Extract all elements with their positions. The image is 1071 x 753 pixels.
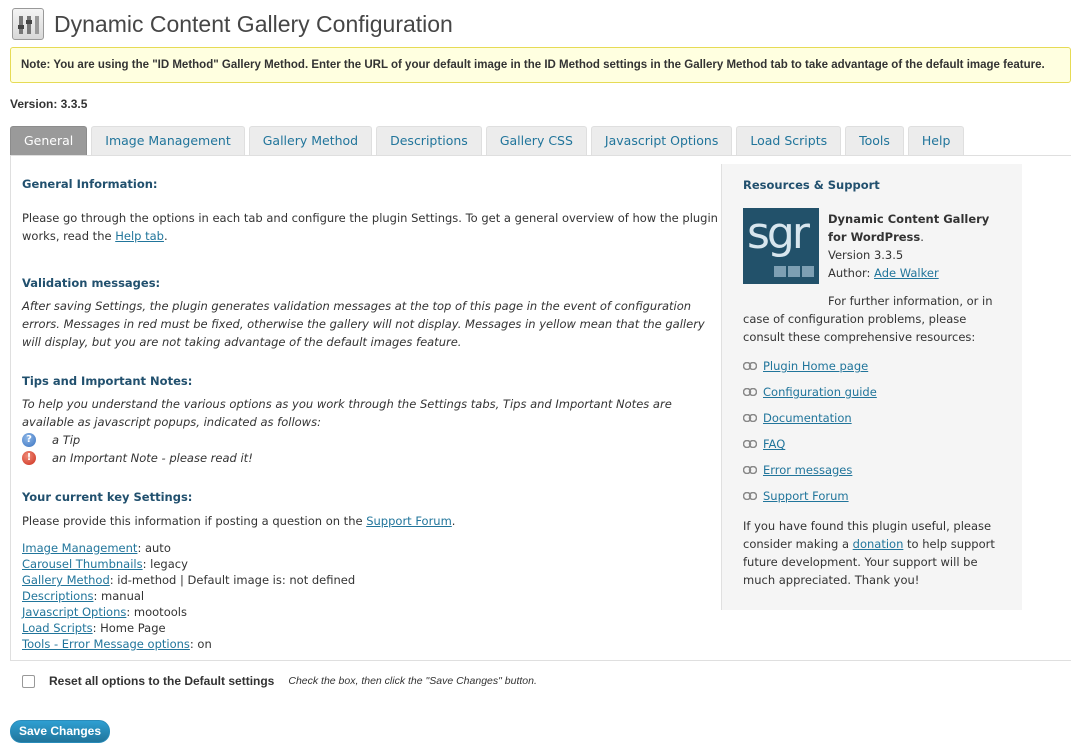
documentation-link[interactable]: Documentation: [763, 411, 852, 425]
general-info-heading: General Information:: [22, 177, 158, 191]
support-forum-link[interactable]: Support Forum: [366, 514, 452, 528]
resource-link-row: [743, 411, 852, 425]
sidebar-title: Resources & Support: [743, 178, 880, 192]
reset-checkbox[interactable]: [22, 675, 35, 688]
plugin-info: Dynamic Content Gallery for WordPress. Version 3.3.5 Author: Ade Walker: [828, 212, 990, 280]
tab-load-scripts[interactable]: Load Scripts: [736, 126, 841, 155]
sgr-logo-text: sgr: [747, 208, 807, 259]
help-tab-link[interactable]: Help tab: [115, 229, 164, 243]
resource-link-row: [743, 359, 868, 373]
tab-tools[interactable]: Tools: [845, 126, 904, 155]
resource-link-row: [743, 489, 849, 503]
tab-image-management[interactable]: Image Management: [91, 126, 244, 155]
key-settings-heading: Your current key Settings:: [22, 490, 193, 504]
resources-sidebar: [721, 164, 1022, 610]
note-legend: ! an Important Note - please read it!: [22, 451, 253, 465]
setting-gallery-method: Gallery Method: id-method | Default image is: not defined: [22, 573, 356, 587]
link-icon: [743, 414, 757, 422]
donation-link[interactable]: donation: [852, 537, 904, 551]
reset-help-text: Check the box, then click the "Save Changes" button.: [288, 675, 537, 687]
important-note-icon[interactable]: !: [22, 451, 36, 465]
settings-icon: [12, 8, 44, 40]
tab-bar: [10, 126, 968, 155]
tab-descriptions[interactable]: Descriptions: [376, 126, 482, 155]
tab-gallery-method[interactable]: Gallery Method: [249, 126, 372, 155]
setting-javascript-options: Javascript Options: mootools: [22, 605, 187, 619]
tips-heading: Tips and Important Notes:: [22, 374, 193, 388]
sidebar-info-text: For further information, or in case of configuration problems, please consult these comprehensive resources:: [743, 294, 993, 344]
configuration-guide-link[interactable]: Configuration guide: [763, 385, 877, 399]
link-icon: [743, 388, 757, 396]
plugin-version: Version 3.3.5: [828, 248, 904, 262]
donation-text: If you have found this plugin useful, please consider making a donation to help support future development. Your support will be much appreciated. Thank you!: [743, 519, 995, 587]
support-forum-sidebar-link[interactable]: Support Forum: [763, 489, 849, 503]
resource-link-row: [743, 437, 785, 451]
setting-carousel-thumbnails: Carousel Thumbnails: legacy: [22, 557, 188, 571]
setting-load-scripts: Load Scripts: Home Page: [22, 621, 166, 635]
plugin-home-link[interactable]: Plugin Home page: [763, 359, 869, 373]
error-messages-link[interactable]: Error messages: [763, 463, 853, 477]
logo-square: [774, 266, 786, 277]
general-info-text: Please go through the options in each tab and configure the plugin Settings. To get a general overview of how the plugin works, read the Help tab.: [22, 211, 718, 243]
logo-square: [802, 266, 814, 277]
tab-help[interactable]: Help: [908, 126, 965, 155]
tips-text: To help you understand the various options as you work through the Settings tabs, Tips and Important Notes are available as javascript popups, indicated as follows:: [22, 397, 672, 429]
link-icon: [743, 466, 757, 474]
resource-link-row: [743, 463, 852, 477]
logo-square: [788, 266, 800, 277]
general-panel: [10, 155, 1071, 661]
link-icon: [743, 492, 757, 500]
tip-icon[interactable]: ?: [22, 433, 36, 447]
setting-descriptions: Descriptions: manual: [22, 589, 145, 603]
author-link[interactable]: Ade Walker: [874, 266, 939, 280]
validation-text: After saving Settings, the plugin generates validation messages at the top of this page in the event of configuration errors. Messages in red must be fixed, otherwise the gallery will not display. Messages in yellow mean that the gallery will display, but you are not taking advantage of the default images feature.: [22, 299, 705, 349]
link-icon: [743, 362, 757, 370]
tip-legend: ? a Tip: [22, 433, 80, 447]
tab-javascript-options[interactable]: Javascript Options: [591, 126, 732, 155]
notice-banner: Note: You are using the "ID Method" Gallery Method. Enter the URL of your default image in the ID Method settings in the Gallery Method tab to take advantage of the default image feature.: [10, 47, 1071, 83]
sgr-logo: [743, 208, 819, 284]
page-title: Dynamic Content Gallery Configuration: [54, 11, 453, 37]
resource-link-row: [743, 385, 877, 399]
save-changes-button[interactable]: Save Changes: [10, 720, 110, 743]
setting-image-management: Image Management: auto: [22, 541, 171, 555]
page-header: [12, 8, 453, 40]
link-icon: [743, 440, 757, 448]
reset-options-row: [22, 674, 537, 688]
validation-heading: Validation messages:: [22, 276, 161, 290]
setting-tools: Tools - Error Message options: on: [22, 637, 212, 651]
tab-general[interactable]: General: [10, 126, 87, 155]
version-label: Version: 3.3.5: [10, 97, 88, 111]
tab-gallery-css[interactable]: Gallery CSS: [486, 126, 587, 155]
reset-label: Reset all options to the Default settings: [49, 674, 275, 688]
key-settings-text: Please provide this information if posting a question on the Support Forum.: [22, 514, 456, 528]
faq-link[interactable]: FAQ: [763, 437, 786, 451]
